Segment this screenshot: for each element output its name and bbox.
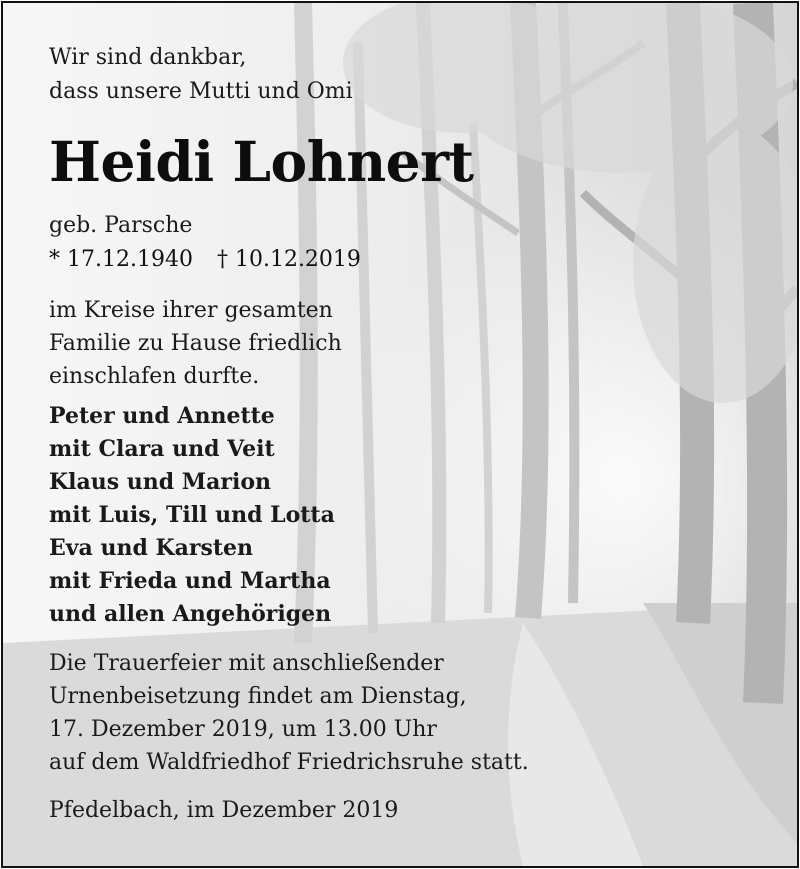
life-dates (49, 247, 361, 273)
deceased-name: Heidi Lohnert (49, 129, 474, 194)
passing-line: Familie zu Hause friedlich (49, 331, 342, 356)
death-date: † 10.12.2019 (216, 247, 361, 272)
passing-line: einschlafen durfte. (49, 364, 260, 389)
funeral-line: Die Trauerfeier mit anschließender (49, 651, 444, 676)
funeral-line: auf dem Waldfriedhof Friedrichsruhe statt. (49, 750, 529, 775)
passing-line: im Kreise ihrer gesamten (49, 298, 333, 323)
mourner-line: Eva und Karsten (49, 535, 254, 561)
mourner-line: Peter und Annette (49, 403, 275, 429)
mourner-line: mit Frieda und Martha (49, 568, 331, 594)
mourner-line: mit Luis, Till und Lotta (49, 502, 335, 528)
mourner-line: Klaus und Marion (49, 469, 272, 495)
intro-line: Wir sind dankbar, (49, 45, 247, 70)
obituary-notice (1, 1, 799, 868)
mourner-line: und allen Angehörigen (49, 601, 332, 627)
funeral-line: 17. Dezember 2019, um 13.00 Uhr (49, 717, 437, 742)
mourner-line: mit Clara und Veit (49, 436, 275, 462)
birth-date: * 17.12.1940 (49, 247, 193, 272)
place-date: Pfedelbach, im Dezember 2019 (49, 798, 399, 823)
maiden-name: geb. Parsche (49, 213, 193, 238)
funeral-line: Urnenbeisetzung findet am Dienstag, (49, 684, 467, 709)
intro-line: dass unsere Mutti und Omi (49, 79, 353, 104)
